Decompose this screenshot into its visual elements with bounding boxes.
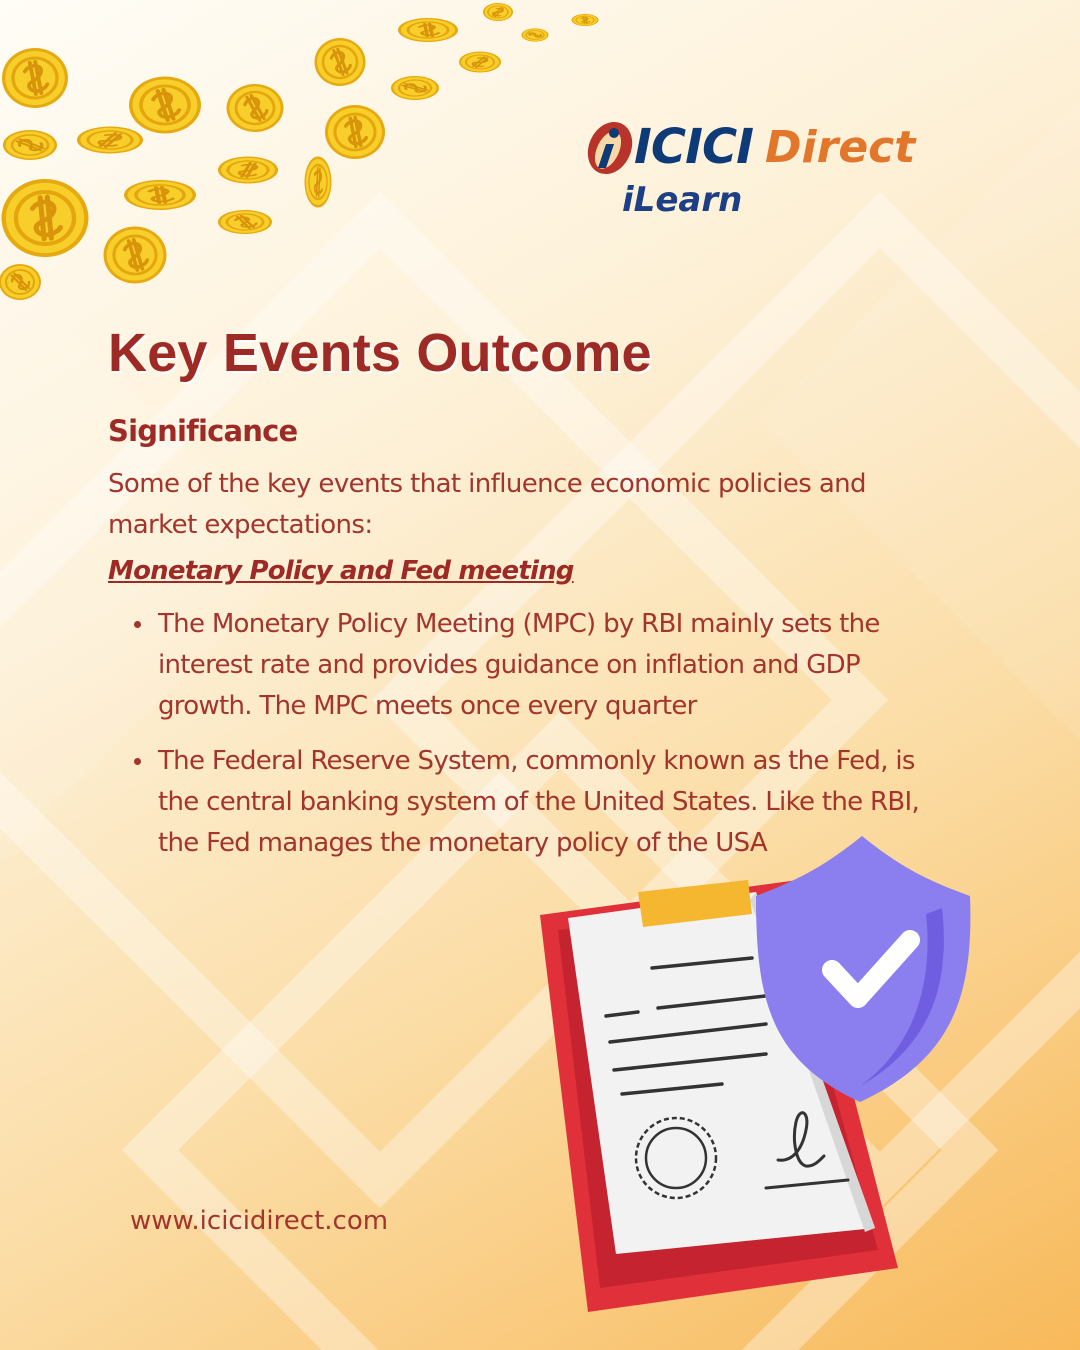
intro-text: Some of the key events that influence economic policies and market expectations:	[108, 469, 866, 540]
coin-icon	[0, 176, 92, 261]
coin-icon	[303, 154, 332, 209]
coin-icon	[217, 76, 293, 140]
coin-icon	[478, 0, 519, 24]
coin-icon	[0, 43, 73, 113]
coin-icon	[320, 101, 390, 164]
brand-sub-ilearn: iLearn	[622, 180, 743, 220]
document-illustration	[530, 830, 990, 1330]
coin-icon	[395, 17, 460, 43]
bullet-dot	[134, 621, 141, 628]
logo-mark-icon	[584, 116, 634, 178]
coin-icon	[121, 179, 199, 212]
bullet-text: The Federal Reserve System, commonly known as the Fed, is the central banking system of the United States. Like the RBI, the Fed manages the monetary policy of the USA	[158, 746, 920, 858]
section-heading: Monetary Policy and Fed meeting	[108, 556, 574, 586]
brand-name-direct: Direct	[765, 121, 916, 173]
coin-icon	[211, 153, 284, 186]
coin-icon	[121, 70, 209, 140]
brand-logo	[584, 112, 974, 222]
subtitle: Significance	[108, 414, 298, 448]
coin-icon	[96, 220, 173, 290]
coin-icon	[307, 31, 372, 93]
page-title: Key Events Outcome	[108, 323, 652, 383]
coin-icon	[66, 122, 154, 158]
coin-icon	[209, 206, 281, 238]
website-url: www.icicidirect.com	[130, 1206, 389, 1236]
coins-decoration	[0, 0, 640, 310]
bullet-dot	[134, 758, 141, 765]
coin-icon	[382, 72, 448, 105]
coin-icon	[0, 257, 50, 308]
bullet-text: The Monetary Policy Meeting (MPC) by RBI mainly sets the interest rate and provides guidance on inflation and GDP growth. The MPC meets once every quarter	[158, 609, 880, 721]
coin-icon	[570, 13, 599, 26]
brand-name-icici: ICICI	[634, 119, 754, 175]
coin-icon	[451, 48, 508, 77]
coin-icon	[0, 124, 68, 166]
bullet-item	[128, 604, 958, 727]
coin-icon	[517, 26, 554, 44]
